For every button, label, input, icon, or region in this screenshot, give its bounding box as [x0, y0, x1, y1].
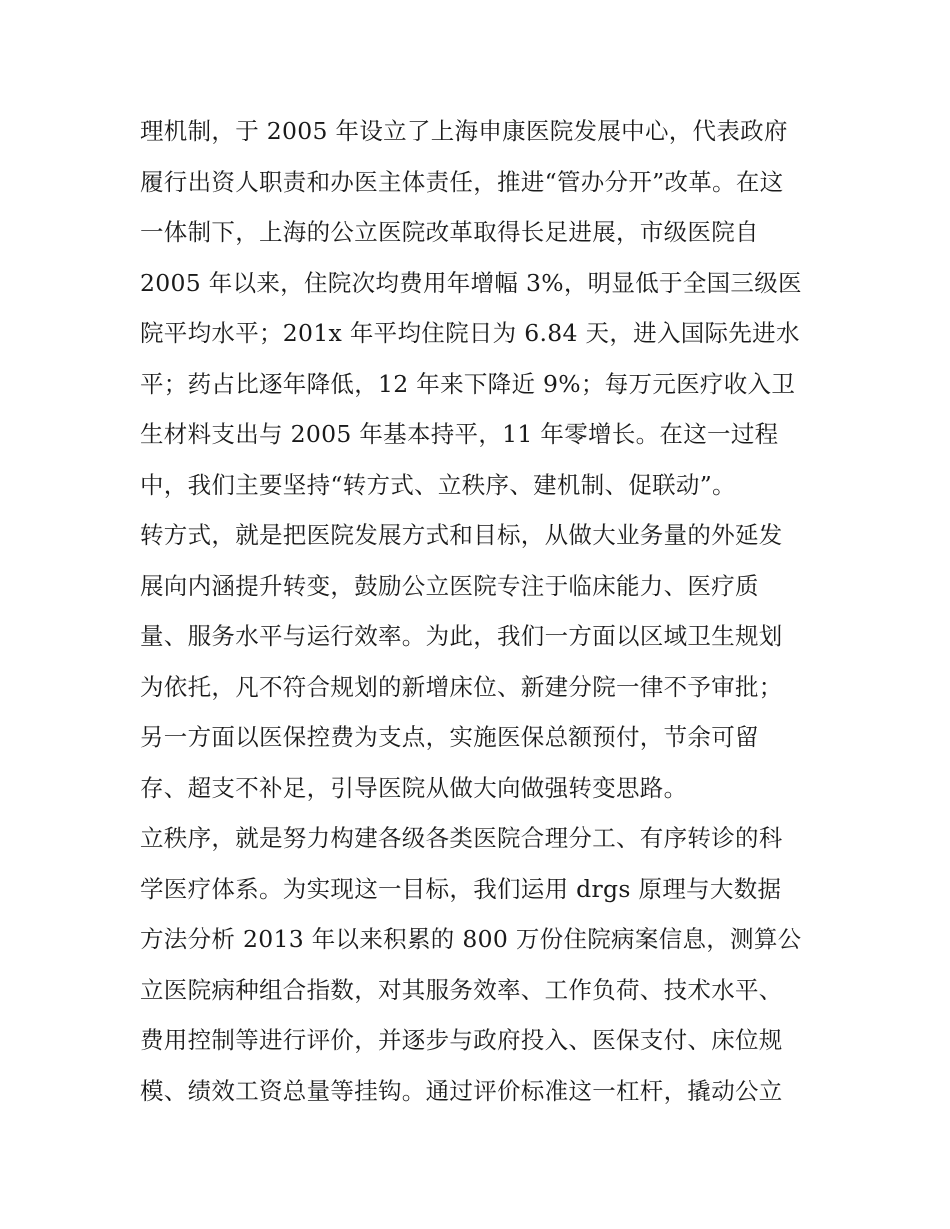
text-line: 立医院病种组合指数，对其服务效率、工作负荷、技术水平、 [140, 975, 783, 1004]
text-line: 生材料支出与 2005 年基本持平，11 年零增长。在这一过程 [140, 420, 779, 448]
text-line: 为依托，凡不符合规划的新增床位、新建分院一律不予审批； [140, 672, 783, 701]
text-line: 学医疗体系。为实现这一目标，我们运用 drgs 原理与大数据 [140, 874, 782, 903]
text-line: 理机制，于 2005 年设立了上海申康医院发展中心，代表政府 [140, 117, 788, 145]
text-line: 转方式，就是把医院发展方式和目标，从做大业务量的外延发 [140, 521, 783, 549]
text-line: 中，我们主要坚持“转方式、立秩序、建机制、促联动”。 [140, 470, 736, 499]
text-line: 费用控制等进行评价，并逐步与政府投入、医保支付、床位规 [140, 1026, 783, 1054]
text-line: 一体制下，上海的公立医院改革取得长足进展，市级医院自 [140, 218, 759, 246]
text-line: 方法分析 2013 年以来积累的 800 万份住院病案信息，测算公 [140, 925, 802, 953]
text-line: 模、绩效工资总量等挂钩。通过评价标准这一杠杆，撬动公立 [140, 1076, 783, 1105]
text-line: 履行出资人职责和办医主体责任，推进“管办分开”改革。在这 [140, 167, 784, 196]
text-line: 存、超支不补足，引导医院从做大向做强转变思路。 [140, 773, 688, 802]
text-line: 2005 年以来，住院次均费用年增幅 3%，明显低于全国三级医 [140, 268, 802, 297]
text-line: 院平均水平；201x 年平均住院日为 6.84 天，进入国际先进水 [140, 319, 800, 347]
text-line: 展向内涵提升转变，鼓励公立医院专注于临床能力、医疗质 [140, 571, 759, 600]
text-line: 立秩序，就是努力构建各级各类医院合理分工、有序转诊的科 [140, 824, 783, 852]
body-text [140, 106, 830, 1116]
text-line: 平；药占比逐年降低，12 年来下降近 9%；每万元医疗收入卫 [140, 369, 796, 398]
text-line: 另一方面以医保控费为支点，实施医保总额预付，节余可留 [140, 723, 759, 751]
text-line: 量、服务水平与运行效率。为此，我们一方面以区域卫生规划 [140, 622, 783, 650]
